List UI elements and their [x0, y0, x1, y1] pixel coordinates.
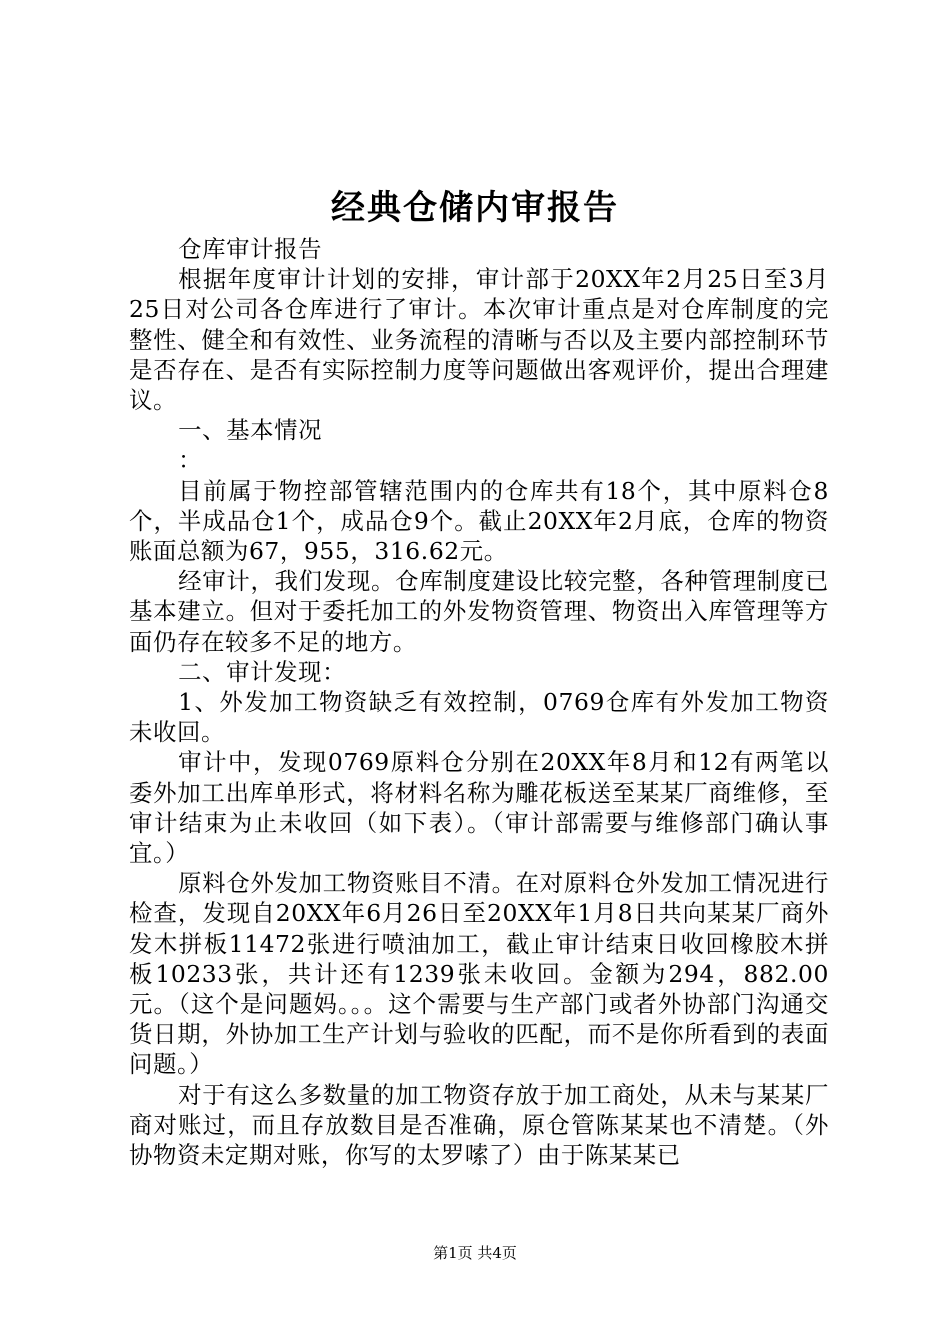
paragraph-audit-summary: 经审计，我们发现。仓库制度建设比较完整，各种管理制度已基本建立。但对于委托加工的外发物资管理、物资出入库管理等方面仍存在较多不足的地方。: [129, 567, 829, 656]
paragraph-finding-1-detail: 审计中，发现0769原料仓分别在20XX年8月和12有两笔以委外加工出库单形式，将材料名称为雕花板送至某某厂商维修，至审计结束为止未收回（如下表）。（审计部需要与维修部门确认事宜。）: [129, 748, 829, 868]
section-heading-basic-info: 一、基本情况: [178, 416, 323, 445]
paragraph-raw-material-accounts: 原料仓外发加工物资账目不清。在对原料仓外发加工情况进行检查，发现自20XX年6月26日至20XX年1月8日共向某某厂商外发木拼板11472张进行喷油加工，截止审计结束日收回橡胶木拼板10233张，共计还有1239张未收回。金额为294，882.00元。（这个是问题妈。。。这个需要与生产部门或者外协部门沟通交货日期，外协加工生产计划与验收的匹配，而不是你所看到的表面问题。）: [129, 869, 829, 1079]
paragraph-warehouse-count: 目前属于物控部管辖范围内的仓库共有18个，其中原料仓8个，半成品仓1个，成品仓9个。截止20XX年2月底，仓库的物资账面总额为67，955，316.62元。: [129, 476, 829, 566]
page-footer: 第1页 共4页: [433, 1244, 517, 1262]
document-body: [129, 234, 829, 1170]
paragraph-finding-1: 1、外发加工物资缺乏有效控制，0769仓库有外发加工物资未收回。: [129, 688, 829, 747]
paragraph-colon: ：: [178, 446, 203, 475]
section-heading-findings: 二、审计发现：: [178, 657, 347, 686]
document-title: 经典仓储内审报告: [331, 188, 619, 228]
paragraph-intro: 根据年度审计计划的安排，审计部于20XX年2月25日至3月25日对公司各仓库进行了审计。本次审计重点是对仓库制度的完整性、健全和有效性、业务流程的清晰与否以及主要内部控制环节是否存在、是否有实际控制力度等问题做出客观评价，提出合理建议。: [129, 265, 829, 415]
paragraph-report-heading: 仓库审计报告: [178, 235, 323, 263]
paragraph-reconciliation: 对于有这么多数量的加工物资存放于加工商处，从未与某某厂商对账过，而且存放数目是否准确，原仓管陈某某也不清楚。（外协物资未定期对账，你写的太罗嗦了）由于陈某某已: [129, 1080, 829, 1170]
